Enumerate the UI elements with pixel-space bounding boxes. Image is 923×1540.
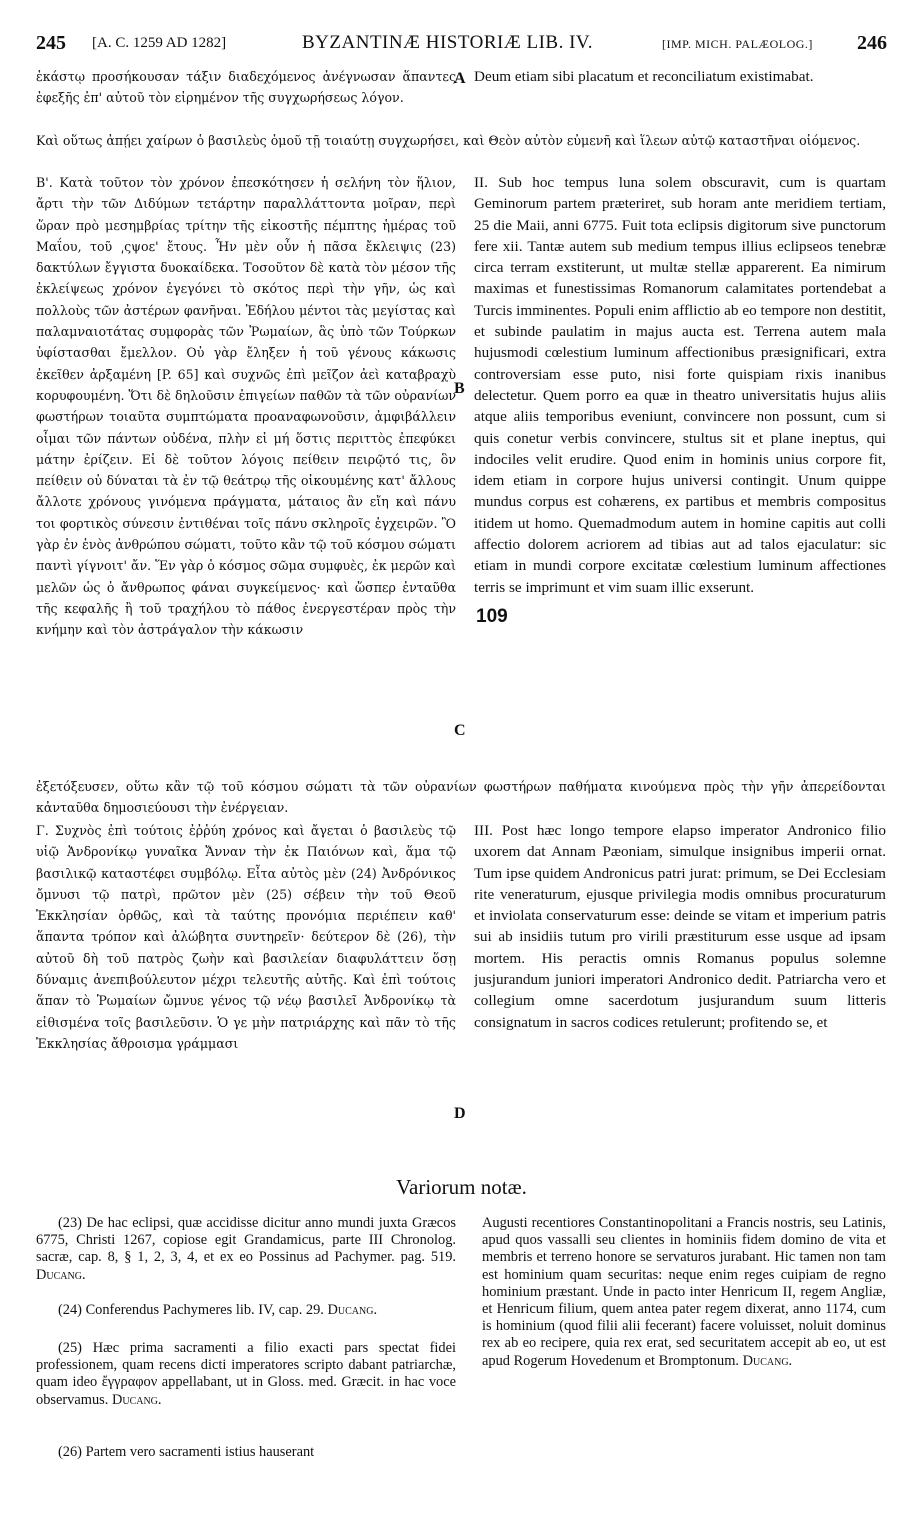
note-26-author: Ducang.	[742, 1352, 793, 1369]
note-25-text: (25) Hæc prima sacramenti a filio exacti pars spectat fidei professionem, quam recens dicti imperatores scripto dabant patriarchæ, quam ideo ἔγγραφον appellabant, ut in Gloss. med. Græcit. in hac voce observamus.	[36, 1340, 456, 1408]
page-number-left: 245	[36, 32, 66, 54]
note-23-author: Ducang.	[36, 1266, 86, 1283]
note-24	[36, 1302, 456, 1319]
notes-title: Variorum notæ.	[396, 1175, 527, 1199]
greek-paragraph-2-cont: ἐξετόξευσεν, οὕτω κἂν τῷ τοῦ κόσμου σώματι τὰ τῶν οὐρανίων φωστήρων παθήματα κινούμενα πρὸς τὴν γῆν ἀπερείδονται κἀνταῦθα δημοσιεύουσι τὴν ἐνέργειαν.	[36, 779, 886, 816]
greek-paragraph-1: ἑκάστῳ προσήκουσαν τάξιν διαδεχόμενος ἀνέγνωσαν ἅπαντες ἐφεξῆς ἐπ' αὐτοῦ τὸν εἰρημένον τῆς συγχωρήσεως λόγον.	[36, 69, 456, 106]
header-dates: [A. C. 1259 AD 1282]	[92, 35, 227, 51]
note-26-continuation	[482, 1215, 886, 1370]
note-23-text: (23) De hac eclipsi, quæ accidisse dicitur anno mundi juxta Græcos 6775, Christi 1267, copiose egit Grandamicus, parte III Chronolog. sacræ, cap. 8, § 1, 2, 3, 4, et ex eo Possinus ad Pachymer. pag. 519.	[36, 1215, 456, 1266]
note-24-text: (24) Conferendus Pachymeres lib. IV, cap. 29.	[58, 1302, 324, 1318]
header-title: BYZANTINÆ HISTORIÆ LIB. IV.	[302, 32, 593, 53]
column-number: 109	[476, 606, 508, 627]
greek-paragraph-2: Β'. Κατὰ τοῦτον τὸν χρόνον ἐπεσκότησεν ἡ σελήνη τὸν ἥλιον, ἄρτι τὴν τῶν Διδύμων τετάρτην παραλλάττοντα μοῖραν, περὶ ὥραν πρὸ μεσημβρίας τρίτην τῆς εἰκοστῆς πέμπτης ἡμέρας τοῦ Μαΐου, τοῦ ͵ςψοε' ἔτους. Ἦν μὲν οὖν ἡ πᾶσα ἔκλειψις (23) δακτύλων ἔγγιστα δυοκαίδεκα. Τοσοῦτον δὲ κατὰ τὸν μέσον τῆς ἐκλείψεως χρόνον ἐγεγόνει τὸ σκότος περὶ τὴν γῆν, ὡς καὶ πολλοὺς τῶν ἀστέρων φανῆναι. Ἐδήλου μέντοι τὰς μεγίστας καὶ παλαμναιοτάτας συμφορὰς τῶν Ῥωμαίων, ἃς ὑπὸ τῶν Τούρκων ὑφίστασθαι ἔμελλον. Οὐ γὰρ ἔληξεν ἡ τοῦ γένους κάκωσις ἐκεῖθεν ἀρξαμένη [P. 65] καὶ συχνῶς ἐπὶ μεῖζον ἀεὶ καταβραχὺ κορυφουμένη. Ὅτι δὲ δηλοῦσιν ἐπιγείων παθῶν τὰ τῶν οὐρανίων φωστήρων τοιαῦτα συμπτώματα προαναφωνοῦσιν, ἀμφιβάλλειν οἶμαι τῶν πάντων οὐδένα, πλὴν εἰ μή ὅστις περιττὸς ἐπεφύκει μάτην ἐρίζειν. Εἰ δὲ τοῦτον λόγοις πείθειν πειρῷτό τις, ὃν πείθειν οὐ δύναται τὰ ἐν τῷ θεάτρῳ τῆς οἰκουμένης κατ' ἄλλους ἄλλοτε χρόνους γινόμενα πράγματα, μάταιος ἂν εἴη καὶ πάνυ τοι φορτικὸς σύνεσιν ἐντιθέναι τοῖς πάνυ σκληροῖς ἐγχειρῶν. Ὃ γὰρ ἐν ἑνὸς ἀνθρώπου σώματι, τοῦτο κἂν τῷ τοῦ κόσμου σώματι παντὶ γίγνοιτ' ἄν. Ἕν γὰρ ὁ κόσμος σῶμα συμφυὲς, ἐκ μερῶν καὶ μελῶν ὡς ὁ ἄνθρωπος φάναι συγκείμενος· καὶ ὥσπερ ἐνταῦθα τῆς κεφαλῆς ἢ τοῦ τραχήλου τὸ πάθος ἐνεργεστέραν πρὸς τὴν κνήμην καὶ τὸν ἀστράγαλον τὴν κάκωσιν	[36, 175, 456, 638]
note-23	[36, 1215, 456, 1284]
greek-paragraph-3: Γ. Συχνὸς ἐπὶ τούτοις ἐῤῥύη χρόνος καὶ ἄγεται ὁ βασιλεὺς τῷ υἱῷ Ἀνδρονίκῳ γυναῖκα Ἄνναν τὴν ἐκ Παιόνων καὶ, ἅμα τῷ βασιλικῷ καταστέφει συμβόλῳ. Εἶτα αὐτὸς μὲν (24) Ἀνδρόνικος ὄμνυσι τῷ πατρὶ, πρῶτον μὲν (25) σέβειν τὴν τοῦ Θεοῦ Ἐκκλησίαν ὀρθῶς, καὶ τὰ ταύτης προνόμια περιέπειν καθ' ἅπαντα τρόπον καὶ ἀλώβητα συντηρεῖν· δεύτερον δὲ (26), τὴν αὐτοῦ δὴ τοῦ πατρὸς ζωὴν καὶ βασιλείαν διαφυλάττειν ὅσῃ δύναμις ἀνεπιβούλευτον μέχρι τελευτῆς αὐτῆς. Καὶ ἐπὶ τούτοις ἅπαν τὸ Ῥωμαίων ὤμνυε γένος τῷ νέῳ βασιλεῖ Ἀνδρονίκῳ τὰ εἰθισμένα τοῖς βασιλεῦσιν. Ὁ γε μὴν πατριάρχης καὶ πᾶν τὸ τῆς Ἐκκλησίας ἄθροισμα γράμμασι	[36, 823, 456, 1051]
margin-marker-b: B	[454, 380, 465, 397]
margin-marker-c: C	[454, 722, 466, 739]
margin-marker-a: A	[454, 70, 466, 87]
page-number-right: 246	[857, 32, 887, 54]
margin-marker-d: D	[454, 1105, 466, 1122]
latin-paragraph-2: II. Sub hoc tempus luna solem obscuravit, cum is quartam Geminorum partem præteriret, sub horam ante meridiem tertiam, 25 die Maii, anni 6775. Fuit tota eclipsis digitorum sive punctorum fere xii. Tantæ autem sub medium tempus illius eclipseos tenebræ circa terram exstiterunt, ut multæ stellæ apparerent. Ea nimirum maximas et funestissimas Romanorum calamitates portendebat a Turcis imminentes. Populi enim afflictio ab eo tempore non destitit, et subinde paulatim in majus aucta est. Terrena autem mala hujusmodi cœlestium luminum affectionibus præsignificari, extra controversiam esse puto, nisi forte quispiam rixis inanibus delectetur. Quem porro ea quæ in theatro universitatis hujus aliis atque aliis temporibus eveniunt, convincere non possunt, cum si quis conetur verbis convincere, stultus sit et plane ineptus, qui indociles velit erudire. Quod enim in hominis unius corpore fit, idem etiam in corpore hujus universi contingit. Unum quippe mundus corpus est cohærens, ex partibus et membris compositus itidem ut homo. Quemadmodum autem in homine capitis aut colli affectio dolorem acriorem ad tibias aut ad talos ejaculatur: sic etiam in mundi corpore excitatæ cœlestium luminum affectiones terris se imprimunt et vim suam illic exserunt.	[474, 174, 886, 596]
header-running-right: [IMP. MICH. PALÆOLOG.]	[662, 37, 813, 51]
note-26-continuation-text: Augusti recentiores Constantinopolitani a Francis nostris, seu Latinis, apud quos vassalli seu clientes in hominiis fidem domino de vita et membris et terreno honore se servaturos jurabant. Hic tamen non tam est hominium quam securitas: neque enim reges cuipiam de regno hominium præstant. Unde in pacto inter Henricum II, regem Angliæ, et Henricum filium, quem antea pater regem dixerat, anno 1174, cum is hominium (quod filii alii fecerant) facere voluisset, noluit dominus rex ab eo recipere, quia rex erat, sed securitatem accepit ab eo, ut est apud Rogerum Hovedenum et Bromptonum.	[482, 1215, 886, 1369]
note-25-author: Ducang.	[111, 1391, 162, 1408]
running-header	[30, 32, 893, 58]
latin-paragraph-1: Deum etiam sibi placatum et reconciliatum existimabat.	[474, 68, 814, 85]
note-25	[36, 1340, 456, 1409]
note-24-author: Ducang.	[327, 1302, 378, 1318]
greek-paragraph-1-cont: Καὶ οὕτως ἀπῄει χαίρων ὁ βασιλεὺς ὁμοῦ τῇ τοιαύτῃ συγχωρήσει, καὶ Θεὸν αὐτὸν εὐμενῆ καὶ ἵλεων αὐτῷ καταστῆναι οἰόμενος.	[36, 133, 861, 148]
note-26: (26) Partem vero sacramenti istius hauserant	[58, 1444, 315, 1460]
latin-paragraph-3: III. Post hæc longo tempore elapso imperator Andronico filio uxorem dat Annam Pæoniam, simulque insignibus imperii ornat. Tum ipse quidem Andronicus patri jurat: primum, se Dei Ecclesiam rite veneraturum, ejusque privilegia modis omnibus procuraturum et inviolata conservaturum esse: deinde se vitam et imperium patris sui ab insidiis tutum pro virili præstiturum esse usque ad ipsam mortem. His peractis omnis Romanus populus solemne jusjurandum juniori imperatori Andronico dedit. Patriarcha vero et collegium omne sacerdotum jusjurandum suum litteris consignatum in sacros codices retulerunt; profitendo se, et	[474, 822, 886, 1031]
